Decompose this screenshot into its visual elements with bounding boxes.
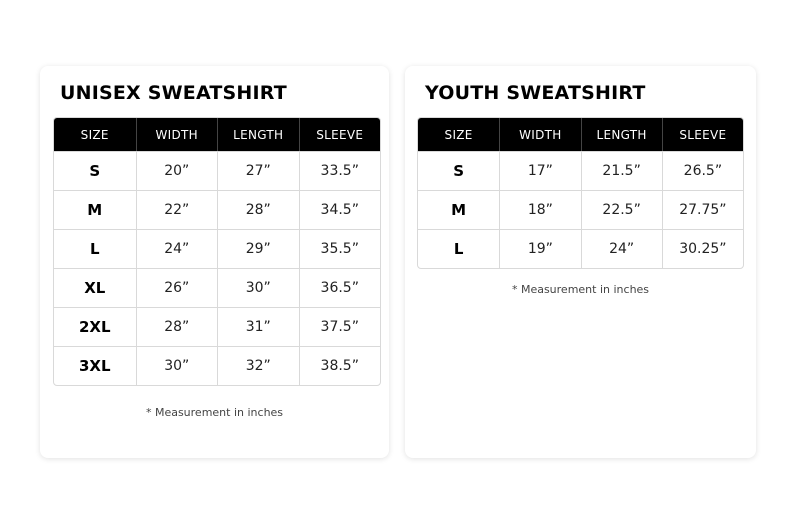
size-cell: S — [54, 151, 136, 190]
length-cell: 30” — [217, 268, 299, 307]
column-header-length: LENGTH — [581, 118, 662, 151]
sleeve-cell: 30.25” — [662, 229, 743, 268]
size-cell: 3XL — [54, 346, 136, 385]
youth-size-table — [417, 117, 744, 269]
column-header-sleeve: SLEEVE — [299, 118, 381, 151]
sleeve-cell: 36.5” — [299, 268, 381, 307]
column-header-size: SIZE — [54, 118, 136, 151]
sleeve-cell: 33.5” — [299, 151, 381, 190]
table-row — [54, 307, 380, 346]
table-row — [54, 346, 380, 385]
length-cell: 21.5” — [581, 151, 662, 190]
column-header-width: WIDTH — [136, 118, 218, 151]
length-cell: 27” — [217, 151, 299, 190]
column-header-length: LENGTH — [217, 118, 299, 151]
width-cell: 18” — [499, 190, 580, 229]
column-header-sleeve: SLEEVE — [662, 118, 743, 151]
length-cell: 22.5” — [581, 190, 662, 229]
youth-size-card — [405, 66, 756, 458]
width-cell: 17” — [499, 151, 580, 190]
width-cell: 30” — [136, 346, 218, 385]
table-row — [418, 151, 743, 190]
size-cell: S — [418, 151, 499, 190]
length-cell: 28” — [217, 190, 299, 229]
unisex-size-table — [53, 117, 381, 386]
size-cell: M — [418, 190, 499, 229]
table-row — [54, 268, 380, 307]
length-cell: 31” — [217, 307, 299, 346]
table-header-row — [418, 118, 743, 151]
width-cell: 28” — [136, 307, 218, 346]
measurement-note: * Measurement in inches — [145, 406, 284, 419]
length-cell: 32” — [217, 346, 299, 385]
length-cell: 29” — [217, 229, 299, 268]
sleeve-cell: 38.5” — [299, 346, 381, 385]
youth-title: YOUTH SWEATSHIRT — [425, 82, 646, 104]
column-header-size: SIZE — [418, 118, 499, 151]
sleeve-cell: 34.5” — [299, 190, 381, 229]
sleeve-cell: 26.5” — [662, 151, 743, 190]
size-cell: XL — [54, 268, 136, 307]
width-cell: 19” — [499, 229, 580, 268]
length-cell: 24” — [581, 229, 662, 268]
table-row — [418, 190, 743, 229]
size-cell: L — [418, 229, 499, 268]
table-row — [54, 151, 380, 190]
unisex-size-card — [40, 66, 389, 458]
width-cell: 22” — [136, 190, 218, 229]
width-cell: 26” — [136, 268, 218, 307]
table-row — [54, 229, 380, 268]
sleeve-cell: 27.75” — [662, 190, 743, 229]
size-cell: 2XL — [54, 307, 136, 346]
width-cell: 24” — [136, 229, 218, 268]
sleeve-cell: 37.5” — [299, 307, 381, 346]
table-row — [418, 229, 743, 268]
size-cell: L — [54, 229, 136, 268]
size-cell: M — [54, 190, 136, 229]
table-row — [54, 190, 380, 229]
sleeve-cell: 35.5” — [299, 229, 381, 268]
unisex-title: UNISEX SWEATSHIRT — [60, 82, 287, 104]
width-cell: 20” — [136, 151, 218, 190]
column-header-width: WIDTH — [499, 118, 580, 151]
measurement-note: * Measurement in inches — [511, 283, 650, 296]
table-header-row — [54, 118, 380, 151]
